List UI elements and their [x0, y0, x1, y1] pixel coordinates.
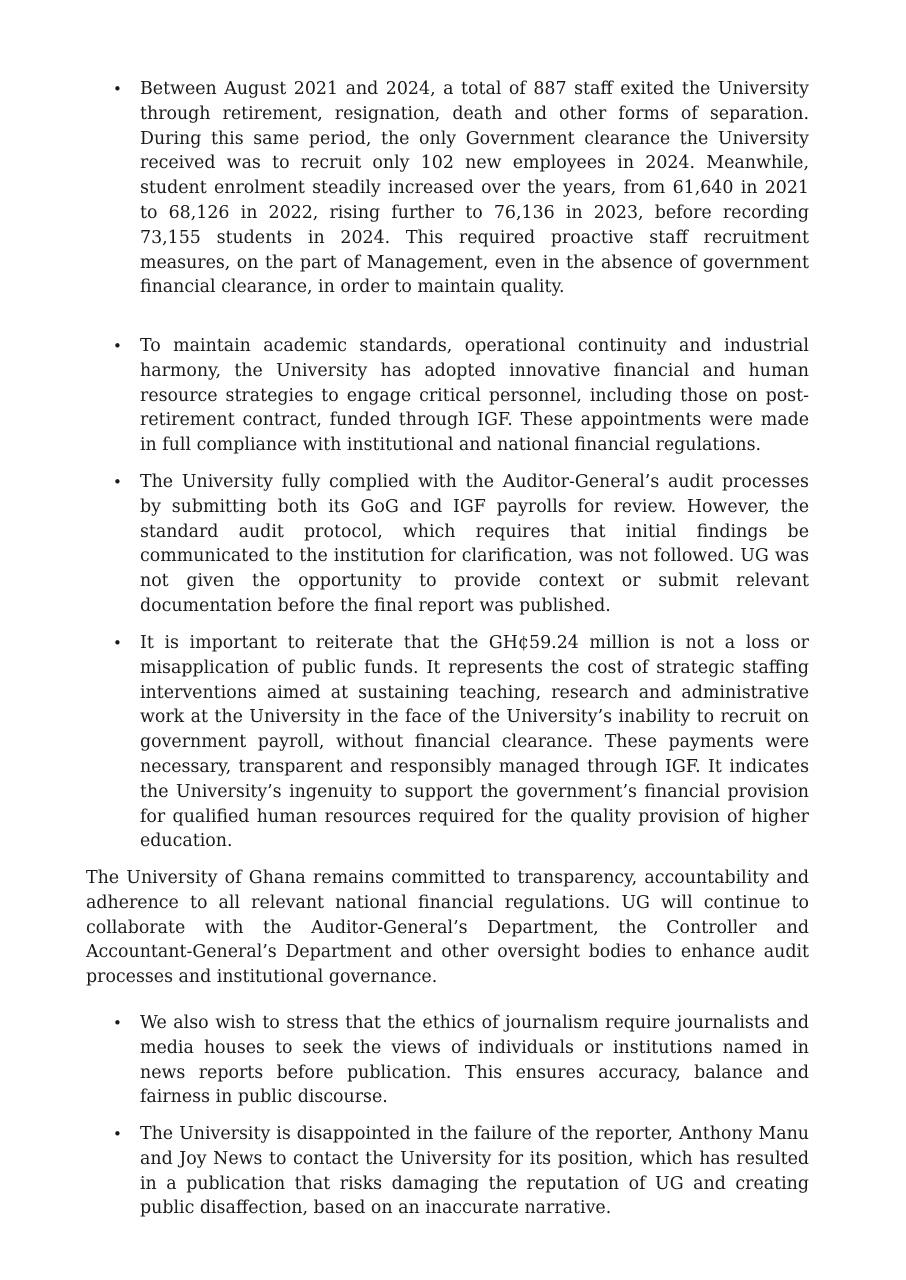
bullet-audit-compliance: • The University fully complied with the Auditor-General’s audit processes by submitting both its GoG and IGF payrolls for review. However, the standard audit protocol, which requires that initial findings be communicated to the institution for clarification, was not followed. UG was not given the opportunity to provide context or submit relevant documentation before the final report was published. [140, 470, 809, 619]
bullet-staff-exits-enrolment: • Between August 2021 and 2024, a total of 887 staff exited the University through retirement, resignation, death and other forms of separation. During this same period, the only Government clearance the University received was to recruit only 102 new employees in 2024. Meanwhile, student enrolment steadily increased over the years, from 61,640 in 2021 to 68,126 in 2022, rising further to 76,136 in 2023, before recording 73,155 students in 2024. This required proactive staff recruitment measures, on the part of Management, even in the absence of government financial clearance, in order to maintain quality. [140, 77, 809, 300]
bullet-academic-standards: • To maintain academic standards, operational continuity and industrial harmony, the University has adopted innovative financial and human resource strategies to engage critical personnel, including those on post-retirement contract, funded through IGF. These appointments were made in full compliance with institutional and national financial regulations. [140, 334, 809, 458]
bullet-journalism-ethics: • We also wish to stress that the ethics of journalism require journalists and media houses to seek the views of individuals or institutions named in news reports before publication. This ensures accuracy, balance and fairness in public discourse. [140, 1011, 809, 1110]
bullet-not-a-loss: • It is important to reiterate that the GH¢59.24 million is not a loss or misapplication of public funds. It represents the cost of strategic staffing interventions aimed at sustaining teaching, research and administrative work at the University in the face of the University’s inability to recruit on government payroll, without financial clearance. These payments were necessary, transparent and responsibly managed through IGF. It indicates the University’s ingenuity to support the government’s financial provision for qualified human resources required for the quality provision of higher education. [140, 631, 809, 854]
bullet-disappointment: • The University is disappointed in the failure of the reporter, Anthony Manu and Joy News to contact the University for its position, which has resulted in a publication that risks damaging the reputation of UG and creating public disaffection, based on an inaccurate narrative. [140, 1122, 809, 1221]
paragraph-commitment: The University of Ghana remains committed to transparency, accountability and adherence to all relevant national financial regulations. UG will continue to collaborate with the Auditor-General’s Department, the Controller and Accountant-General’s Department and other oversight bodies to enhance audit processes and institutional governance. [86, 868, 809, 988]
